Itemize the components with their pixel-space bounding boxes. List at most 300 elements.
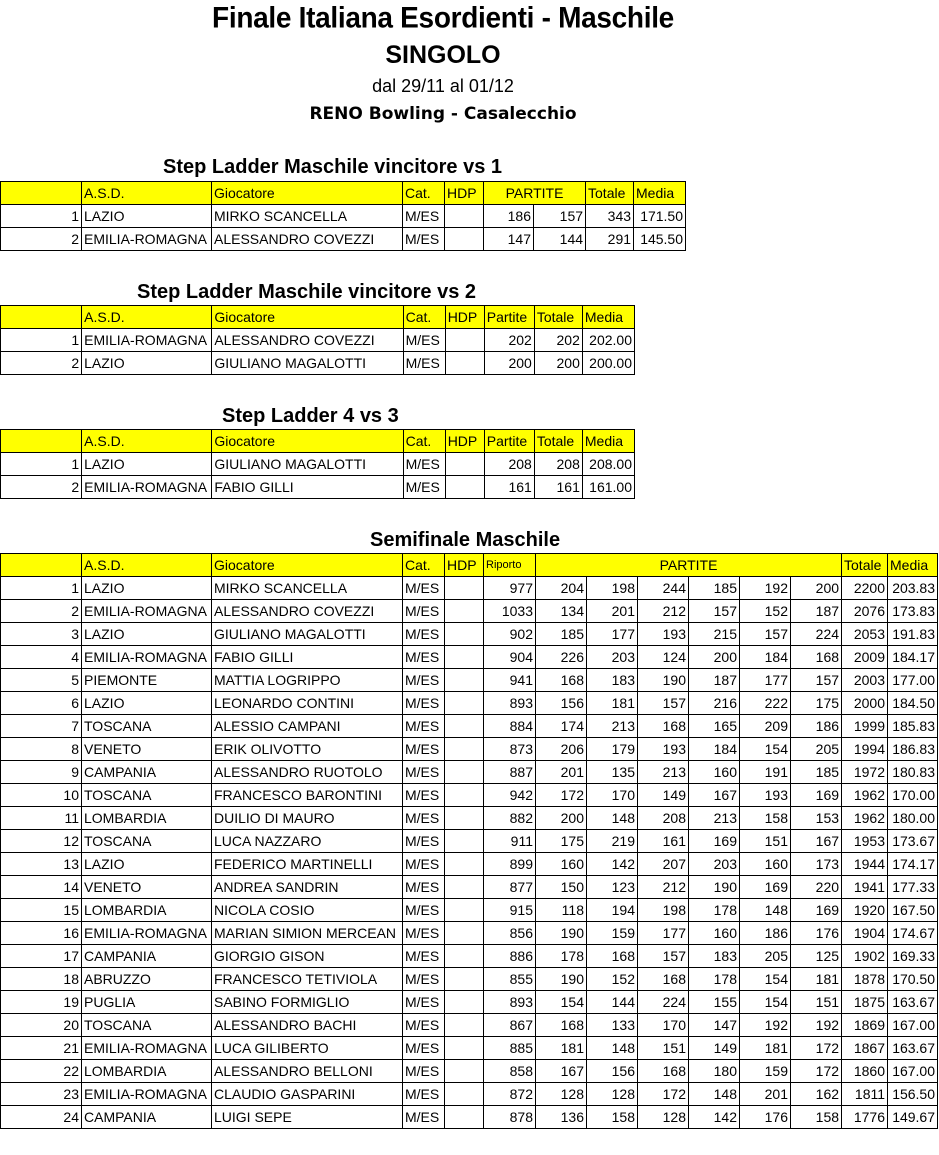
table-header-row [1,306,635,329]
table-row [1,453,635,476]
game-cell: 224 [791,623,842,646]
game-cell: 148 [587,1037,638,1060]
semifinal-table [0,553,938,1129]
game-cell: 156 [536,692,587,715]
rank-cell: 16 [1,922,82,945]
header-cell: Media [582,430,634,453]
game-cell: 174 [536,715,587,738]
game-cell: 192 [740,1014,791,1037]
header-cell: Totale [842,554,888,577]
carryover-cell: 856 [484,922,536,945]
game-cell: 149 [638,784,689,807]
total-cell: 343 [586,205,634,228]
header-cell: Giocatore [212,430,403,453]
player-cell: MIRKO SCANCELLA [212,577,403,600]
total-cell: 1941 [842,876,888,899]
game-cell: 185 [791,761,842,784]
average-cell: 208.00 [582,453,634,476]
category-cell: M/ES [403,1083,445,1106]
carryover-cell: 887 [484,761,536,784]
game-cell: 150 [536,876,587,899]
table-row [1,876,938,899]
game-cell: 185 [536,623,587,646]
game-cell: 159 [740,1060,791,1083]
asd-cell: CAMPANIA [82,1106,212,1129]
game-cell: 172 [638,1083,689,1106]
game-cell: 205 [740,945,791,968]
game-cell: 170 [587,784,638,807]
game-cell: 212 [638,876,689,899]
game-cell: 190 [536,922,587,945]
game-cell: 191 [740,761,791,784]
total-cell: 1962 [842,807,888,830]
game-cell: 167 [689,784,740,807]
player-cell: FEDERICO MARTINELLI [212,853,403,876]
game-cell: 184 [689,738,740,761]
hdp-cell [445,876,484,899]
total-cell: 208 [534,453,582,476]
asd-cell: EMILIA-ROMAGNA [82,329,212,352]
step-ladder-2-table [0,305,635,375]
average-cell: 171.50 [634,205,686,228]
game-cell: 201 [587,600,638,623]
game-cell: 160 [689,761,740,784]
game-cell: 178 [536,945,587,968]
category-cell: M/ES [403,991,445,1014]
game-cell: 161 [638,830,689,853]
rank-cell: 2 [1,228,82,251]
game-cell: 181 [791,968,842,991]
game-cell: 190 [638,669,689,692]
game-cell: 154 [536,991,587,1014]
game-cell: 148 [740,899,791,922]
table-row [1,715,938,738]
total-cell: 1999 [842,715,888,738]
game-cell: 156 [587,1060,638,1083]
rank-cell: 2 [1,476,82,499]
table-row [1,1106,938,1129]
total-cell: 1869 [842,1014,888,1037]
game-cell: 177 [587,623,638,646]
game-cell: 178 [689,899,740,922]
game-cell: 152 [587,968,638,991]
section-title: Semifinale Maschile [370,529,561,551]
asd-cell: LOMBARDIA [82,1060,212,1083]
header-cell: Media [582,306,634,329]
asd-cell: TOSCANA [82,715,212,738]
table-row [1,991,938,1014]
game-cell: 194 [587,899,638,922]
table-row [1,205,686,228]
total-cell: 1878 [842,968,888,991]
page-subtitle: SINGOLO [385,41,501,69]
hdp-cell [445,922,484,945]
average-cell: 186.83 [888,738,938,761]
game-cell: 168 [638,715,689,738]
game-cell: 175 [536,830,587,853]
asd-cell: TOSCANA [82,784,212,807]
table-row [1,784,938,807]
player-cell: ALESSANDRO BELLONI [212,1060,403,1083]
game-cell: 179 [587,738,638,761]
game-cell: 168 [791,646,842,669]
header-cell: Cat. [403,182,445,205]
total-cell: 1953 [842,830,888,853]
player-cell: NICOLA COSIO [212,899,403,922]
player-cell: MARIAN SIMION MERCEAN [212,922,403,945]
hdp-cell [445,968,484,991]
game-cell: 193 [638,738,689,761]
average-cell: 174.67 [888,922,938,945]
game-cell: 172 [791,1060,842,1083]
hdp-cell [445,623,484,646]
game-cell: 154 [740,968,791,991]
header-cell: Totale [534,306,582,329]
average-cell: 200.00 [582,352,634,375]
category-cell: M/ES [403,715,445,738]
hdp-cell [445,352,484,375]
game-cell: 206 [536,738,587,761]
header-cell: Media [634,182,686,205]
header-cell: HDP [445,554,484,577]
game-cell: 167 [536,1060,587,1083]
rank-cell: 12 [1,830,82,853]
game-cell: 201 [536,761,587,784]
table-row [1,577,938,600]
game-cell: 203 [587,646,638,669]
game-cell: 200 [484,352,534,375]
game-cell: 144 [534,228,586,251]
table-header-row [1,182,686,205]
category-cell: M/ES [403,205,445,228]
carryover-cell: 867 [484,1014,536,1037]
game-cell: 215 [689,623,740,646]
player-cell: ALESSANDRO BACHI [212,1014,403,1037]
section-title: Step Ladder Maschile vincitore vs 2 [137,281,477,303]
average-cell: 167.00 [888,1014,938,1037]
game-cell: 186 [791,715,842,738]
game-cell: 147 [484,228,534,251]
rank-cell: 9 [1,761,82,784]
total-cell: 2000 [842,692,888,715]
asd-cell: LAZIO [82,692,212,715]
total-cell: 1962 [842,784,888,807]
game-cell: 190 [536,968,587,991]
asd-cell: EMILIA-ROMAGNA [82,228,212,251]
rank-cell: 3 [1,623,82,646]
table-row [1,738,938,761]
game-cell: 160 [536,853,587,876]
table-row [1,352,635,375]
average-cell: 177.33 [888,876,938,899]
game-cell: 157 [740,623,791,646]
carryover-cell: 878 [484,1106,536,1129]
total-cell: 2009 [842,646,888,669]
hdp-cell [445,1060,484,1083]
hdp-cell [445,577,484,600]
table-row [1,228,686,251]
header-cell [1,182,82,205]
game-cell: 136 [536,1106,587,1129]
asd-cell: TOSCANA [82,830,212,853]
table-row [1,853,938,876]
game-cell: 151 [791,991,842,1014]
game-cell: 134 [536,600,587,623]
category-cell: M/ES [403,968,445,991]
rank-cell: 8 [1,738,82,761]
average-cell: 173.67 [888,830,938,853]
hdp-cell [445,205,484,228]
game-cell: 170 [638,1014,689,1037]
game-cell: 161 [484,476,534,499]
player-cell: FRANCESCO TETIVIOLA [212,968,403,991]
game-cell: 175 [791,692,842,715]
game-cell: 168 [536,1014,587,1037]
asd-cell: EMILIA-ROMAGNA [82,476,212,499]
hdp-cell [445,228,484,251]
game-cell: 181 [536,1037,587,1060]
game-cell: 177 [740,669,791,692]
game-cell: 176 [740,1106,791,1129]
game-cell: 212 [638,600,689,623]
player-cell: FABIO GILLI [212,646,403,669]
header-cell: Totale [534,430,582,453]
asd-cell: EMILIA-ROMAGNA [82,646,212,669]
table-row [1,646,938,669]
total-cell: 291 [586,228,634,251]
hdp-cell [445,669,484,692]
player-cell: GIULIANO MAGALOTTI [212,352,403,375]
player-cell: ALESSANDRO COVEZZI [212,228,403,251]
game-cell: 157 [791,669,842,692]
game-cell: 158 [587,1106,638,1129]
game-cell: 155 [689,991,740,1014]
game-cell: 209 [740,715,791,738]
rank-cell: 2 [1,600,82,623]
game-cell: 118 [536,899,587,922]
game-cell: 135 [587,761,638,784]
game-cell: 152 [740,600,791,623]
hdp-cell [445,1083,484,1106]
average-cell: 180.00 [888,807,938,830]
carryover-cell: 858 [484,1060,536,1083]
game-cell: 220 [791,876,842,899]
game-cell: 172 [791,1037,842,1060]
table-row [1,761,938,784]
category-cell: M/ES [403,922,445,945]
header-cell: Media [888,554,938,577]
asd-cell: TOSCANA [82,1014,212,1037]
asd-cell: LAZIO [82,205,212,228]
game-cell: 200 [536,807,587,830]
hdp-cell [445,453,484,476]
carryover-cell: 893 [484,991,536,1014]
game-cell: 154 [740,738,791,761]
player-cell: ANDREA SANDRIN [212,876,403,899]
player-cell: GIULIANO MAGALOTTI [212,623,403,646]
header-cell: A.S.D. [82,306,212,329]
game-cell: 133 [587,1014,638,1037]
category-cell: M/ES [403,876,445,899]
asd-cell: EMILIA-ROMAGNA [82,600,212,623]
category-cell: M/ES [403,1037,445,1060]
game-cell: 125 [791,945,842,968]
category-cell: M/ES [403,738,445,761]
table-row [1,945,938,968]
player-cell: LEONARDO CONTINI [212,692,403,715]
player-cell: ERIK OLIVOTTO [212,738,403,761]
carryover-cell: 873 [484,738,536,761]
game-cell: 205 [791,738,842,761]
rank-cell: 1 [1,205,82,228]
rank-cell: 2 [1,352,82,375]
average-cell: 167.50 [888,899,938,922]
game-cell: 180 [689,1060,740,1083]
game-cell: 200 [791,577,842,600]
asd-cell: EMILIA-ROMAGNA [82,1037,212,1060]
header-cell [1,554,82,577]
rank-cell: 4 [1,646,82,669]
rank-cell: 1 [1,453,82,476]
game-cell: 198 [587,577,638,600]
game-cell: 178 [689,968,740,991]
game-cell: 124 [638,646,689,669]
average-cell: 174.17 [888,853,938,876]
header-cell: A.S.D. [82,554,212,577]
average-cell: 170.00 [888,784,938,807]
total-cell: 202 [534,329,582,352]
event-dates: dal 29/11 al 01/12 [372,76,514,96]
total-cell: 1994 [842,738,888,761]
game-cell: 201 [740,1083,791,1106]
category-cell: M/ES [403,600,445,623]
average-cell: 163.67 [888,1037,938,1060]
game-cell: 213 [689,807,740,830]
table-row [1,1083,938,1106]
header-cell: Giocatore [212,306,403,329]
player-cell: GIULIANO MAGALOTTI [212,453,403,476]
game-cell: 224 [638,991,689,1014]
hdp-cell [445,646,484,669]
carryover-cell: 911 [484,830,536,853]
total-cell: 1972 [842,761,888,784]
section-title: Step Ladder 4 vs 3 [222,405,399,427]
carryover-cell: 899 [484,853,536,876]
hdp-cell [445,1106,484,1129]
game-cell: 128 [536,1083,587,1106]
table-row [1,922,938,945]
player-cell: LUCA NAZZARO [212,830,403,853]
asd-cell: PUGLIA [82,991,212,1014]
total-cell: 1875 [842,991,888,1014]
game-cell: 186 [484,205,534,228]
asd-cell: LOMBARDIA [82,899,212,922]
step-ladder-3-table [0,429,635,499]
game-cell: 185 [689,577,740,600]
category-cell: M/ES [403,646,445,669]
table-row [1,1037,938,1060]
average-cell: 173.83 [888,600,938,623]
average-cell: 145.50 [634,228,686,251]
player-cell: ALESSANDRO COVEZZI [212,600,403,623]
game-cell: 154 [740,991,791,1014]
table-row [1,807,938,830]
rank-cell: 22 [1,1060,82,1083]
carryover-cell: 941 [484,669,536,692]
carryover-cell: 855 [484,968,536,991]
category-cell: M/ES [403,1060,445,1083]
asd-cell: EMILIA-ROMAGNA [82,1083,212,1106]
player-cell: SABINO FORMIGLIO [212,991,403,1014]
game-cell: 168 [638,1060,689,1083]
player-cell: LUCA GILIBERTO [212,1037,403,1060]
total-cell: 2003 [842,669,888,692]
game-cell: 202 [484,329,534,352]
table-row [1,1014,938,1037]
game-cell: 159 [587,922,638,945]
category-cell: M/ES [403,476,445,499]
asd-cell: LAZIO [82,453,212,476]
category-cell: M/ES [403,228,445,251]
player-cell: ALESSIO CAMPANI [212,715,403,738]
header-cell: HDP [445,182,484,205]
game-cell: 181 [740,1037,791,1060]
asd-cell: ABRUZZO [82,968,212,991]
hdp-cell [445,476,484,499]
game-cell: 204 [536,577,587,600]
player-cell: ALESSANDRO RUOTOLO [212,761,403,784]
game-cell: 172 [536,784,587,807]
average-cell: 185.83 [888,715,938,738]
header-cell: A.S.D. [82,430,212,453]
game-cell: 169 [740,876,791,899]
game-cell: 183 [587,669,638,692]
player-cell: MATTIA LOGRIPPO [212,669,403,692]
hdp-cell [445,738,484,761]
game-cell: 128 [638,1106,689,1129]
game-cell: 198 [638,899,689,922]
hdp-cell [445,761,484,784]
section-title: Step Ladder Maschile vincitore vs 1 [163,156,503,178]
average-cell: 156.50 [888,1083,938,1106]
asd-cell: LAZIO [82,577,212,600]
header-cell: Totale [586,182,634,205]
game-cell: 187 [791,600,842,623]
header-cell: Partite [484,306,534,329]
total-cell: 1867 [842,1037,888,1060]
hdp-cell [445,715,484,738]
category-cell: M/ES [403,1106,445,1129]
rank-cell: 21 [1,1037,82,1060]
game-cell: 193 [740,784,791,807]
carryover-cell: 942 [484,784,536,807]
header-cell: Partite [484,430,534,453]
category-cell: M/ES [403,669,445,692]
player-cell: CLAUDIO GASPARINI [212,1083,403,1106]
player-cell: DUILIO DI MAURO [212,807,403,830]
carryover-cell: 1033 [484,600,536,623]
rank-cell: 6 [1,692,82,715]
hdp-cell [445,899,484,922]
rank-cell: 15 [1,899,82,922]
total-cell: 2076 [842,600,888,623]
table-row [1,669,938,692]
game-cell: 208 [484,453,534,476]
game-cell: 213 [638,761,689,784]
game-cell: 226 [536,646,587,669]
table-row [1,968,938,991]
average-cell: 167.00 [888,1060,938,1083]
